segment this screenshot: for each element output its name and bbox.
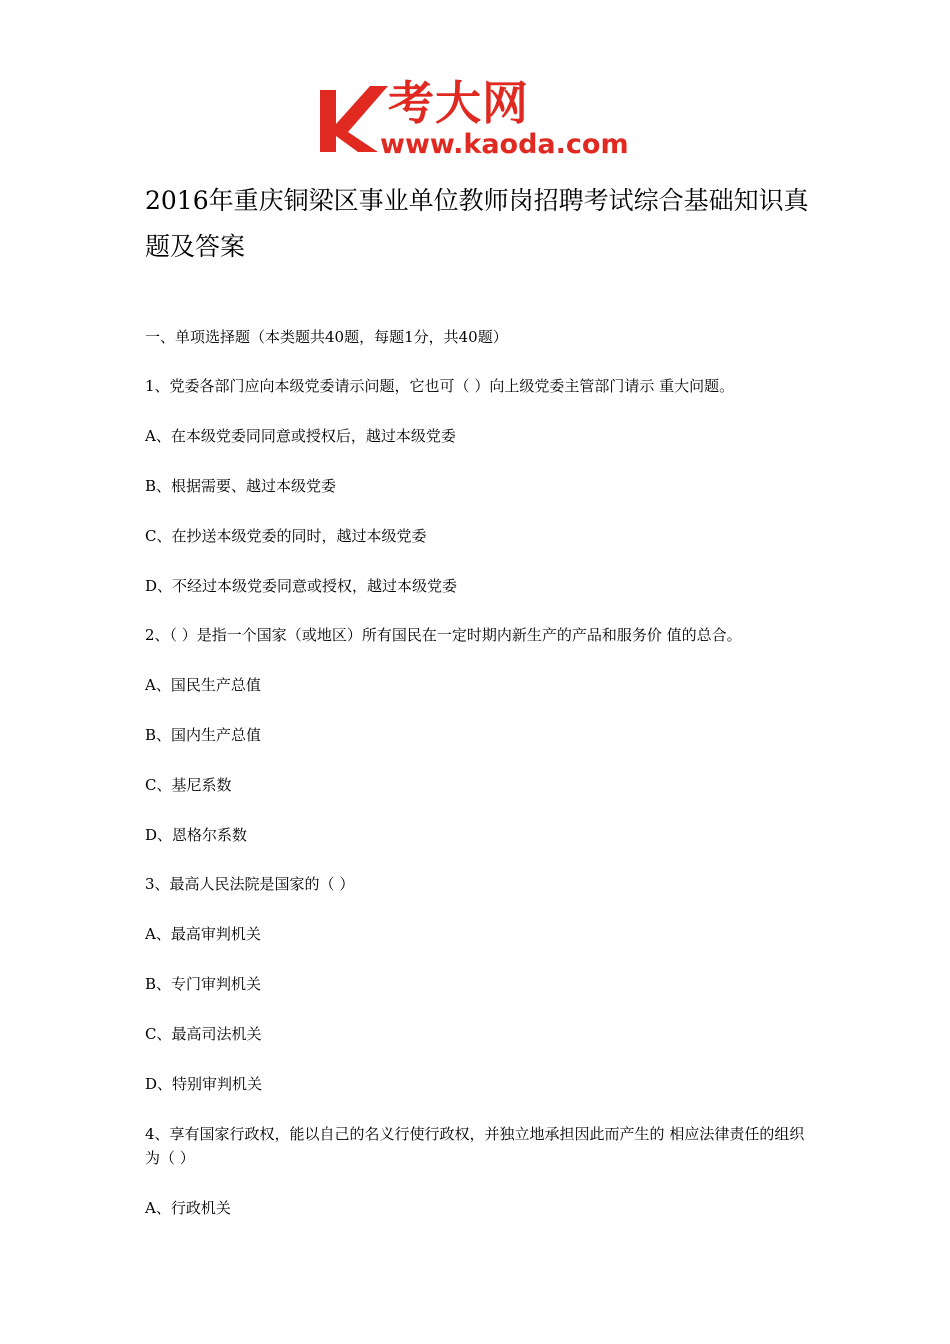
question-3-option-a: A、最高审判机关 <box>145 925 261 943</box>
question-1-option-c: C、在抄送本级党委的同时，越过本级党委 <box>145 527 427 545</box>
question-3-stem: 3、最高人民法院是国家的（ ） <box>145 875 355 893</box>
document-title: 2016年重庆铜梁区事业单位教师岗招聘考试综合基础知识真题及答案 <box>145 186 809 261</box>
logo-brand-text: 考大网 <box>388 76 529 130</box>
question-2-option-d: D、恩格尔系数 <box>145 826 248 844</box>
logo-url-text: www.kaoda.com <box>380 129 629 160</box>
question-1-option-d: D、不经过本级党委同意或授权，越过本级党委 <box>145 577 458 595</box>
section-heading: 一、单项选择题（本类题共40题，每题1分，共40题） <box>145 328 508 346</box>
question-1-option-a: A、在本级党委同同意或授权后，越过本级党委 <box>145 427 456 445</box>
kaoda-logo <box>318 78 638 162</box>
question-3-option-d: D、特别审判机关 <box>145 1075 263 1093</box>
question-4-stem: 4、享有国家行政权，能以自己的名义行使行政权，并独立地承担因此而产生的 相应法律责任的组织为（ ） <box>145 1125 805 1167</box>
question-2-option-b: B、国内生产总值 <box>145 726 262 744</box>
question-1-stem: 1、党委各部门应向本级党委请示问题，它也可（ ）向上级党委主管部门请示 重大问题。 <box>145 377 735 395</box>
question-3-option-c: C、最高司法机关 <box>145 1025 262 1043</box>
question-2-option-c: C、基尼系数 <box>145 776 232 794</box>
question-3-option-b: B、专门审判机关 <box>145 975 262 993</box>
question-1-option-b: B、根据需要、越过本级党委 <box>145 477 337 495</box>
question-4-option-a: A、行政机关 <box>145 1199 231 1217</box>
question-2-option-a: A、国民生产总值 <box>145 676 261 694</box>
question-2-stem: 2、（ ）是指一个国家（或地区）所有国民在一定时期内新生产的产品和服务价 值的总合。 <box>145 626 742 644</box>
